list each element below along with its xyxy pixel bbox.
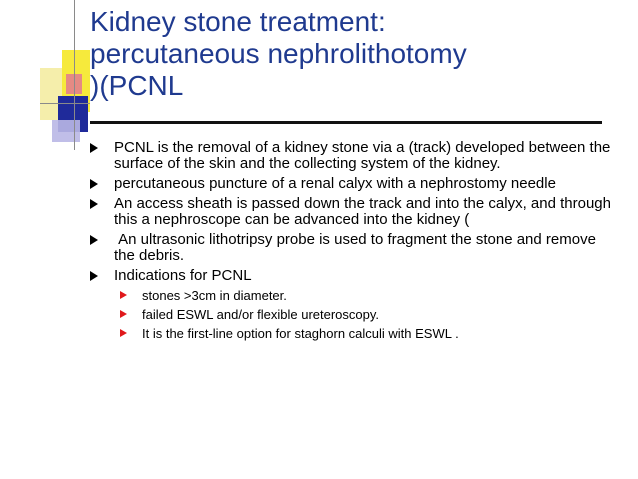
bullet-text: Indications for PCNL — [114, 267, 252, 284]
bullet-text: PCNL is the removal of a kidney stone via a (track) developed between the surface of the skin and the collecting system of the kidney. — [114, 139, 611, 172]
sub-bullet-text: stones >3cm in diameter. — [142, 288, 287, 303]
bullet-text: An access sheath is passed down the track and into the calyx, and through this a nephroscope can be advanced into the kidney ( — [114, 195, 611, 228]
deco-horizontal-line — [40, 103, 90, 104]
sub-bullet-text: failed ESWL and/or flexible ureteroscopy. — [142, 307, 380, 322]
title-divider — [90, 121, 602, 124]
bullet-list — [88, 140, 618, 345]
title-line-1: Kidney stone treatment: — [90, 6, 386, 37]
title-line-3: )(PCNL — [90, 70, 184, 101]
sub-bullet-list — [114, 288, 618, 341]
bullet-text: An ultrasonic lithotripsy probe is used to fragment the stone and remove the debris. — [114, 231, 601, 264]
title-line-2: percutaneous nephrolithotomy — [90, 38, 467, 69]
bullet-item — [88, 232, 618, 264]
sub-bullet-text: It is the first-line option for staghorn calculi with ESWL . — [142, 326, 459, 341]
deco-lavender-block — [52, 120, 80, 142]
bullet-item-indications — [88, 268, 618, 341]
slide-title — [90, 6, 610, 102]
bullet-item — [88, 140, 618, 172]
sub-bullet-item — [120, 288, 618, 303]
deco-vertical-line — [74, 0, 75, 150]
sub-bullet-item — [120, 307, 618, 322]
sub-bullet-item — [120, 326, 618, 341]
bullet-item — [88, 176, 618, 192]
bullet-item — [88, 196, 618, 228]
bullet-text: percutaneous puncture of a renal calyx with a nephrostomy needle — [114, 175, 556, 192]
